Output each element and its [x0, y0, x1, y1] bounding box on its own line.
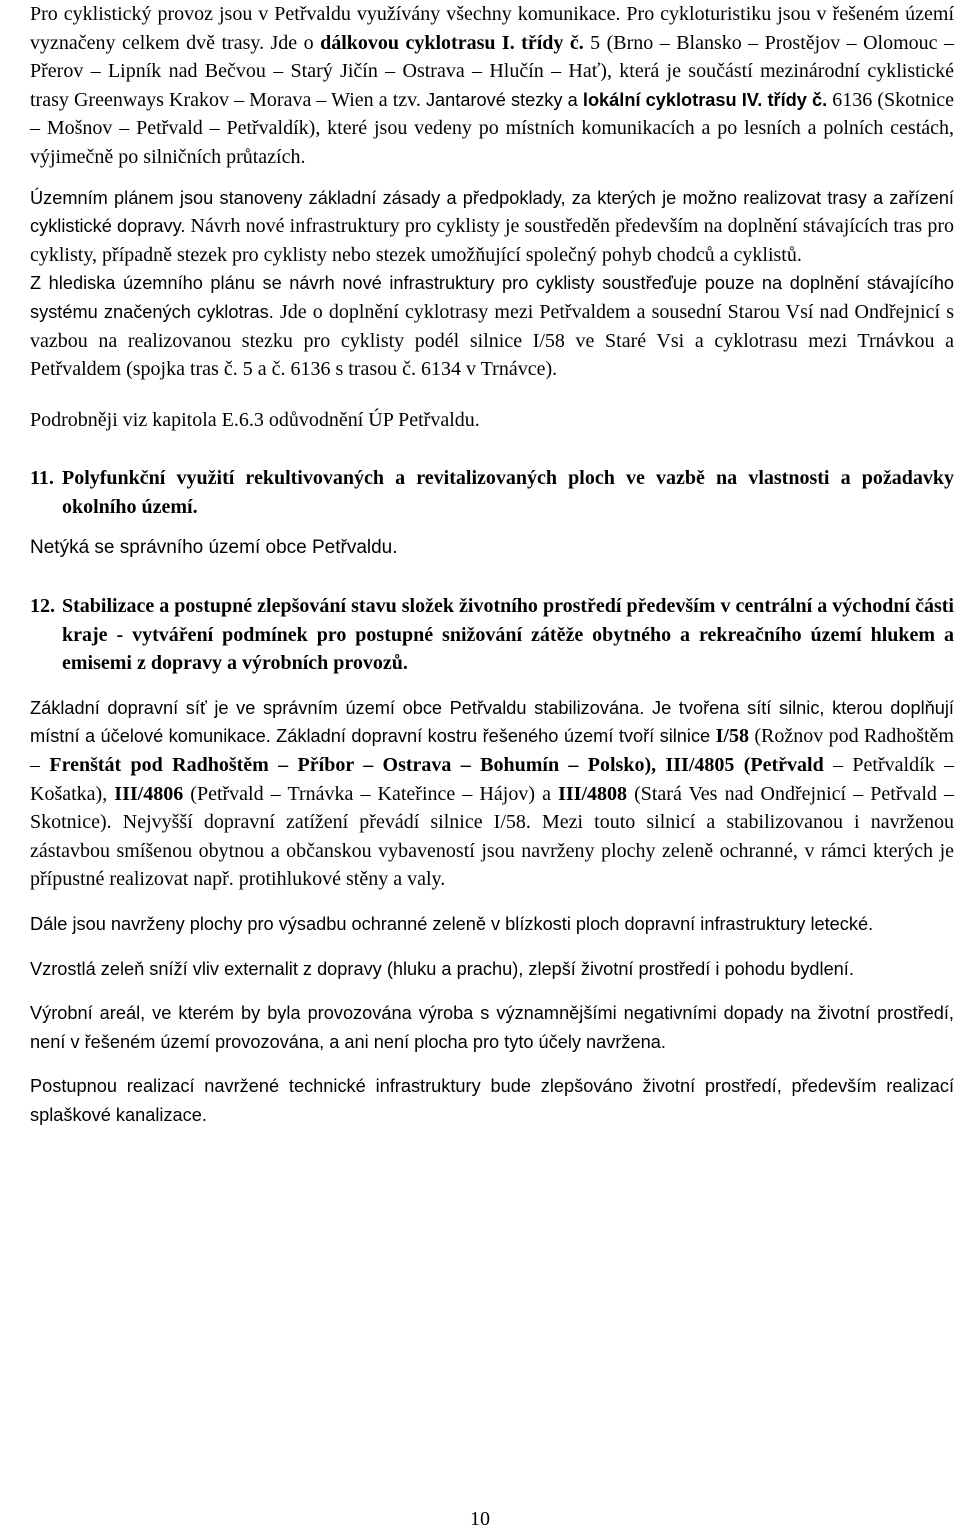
text-run: 5 (Brno – Blansko – Prostějov – Olomouc – Přerov – Lipník nad Bečvou – Starý Jičín – Ostrava – Hlučín – Hať), která je součástí mezinárodní cyklistické trasy Greenways Krakov – Morava – Wien a tzv. — [30, 31, 954, 111]
text-run: Z hlediska územního plánu se návrh nové infrastruktury pro cyklisty soustřeďuje pouze na doplnění stávajícího systému značených cyklotras. — [30, 273, 954, 322]
transport-paragraph — [30, 694, 954, 894]
document-page — [30, 0, 954, 1130]
industry-paragraph: Výrobní areál, ve kterém by byla provozována výroba s významnějšími negativními dopady na životní prostředí, není v řešeném území provozována, a ani není plocha pro tyto účely navržena. — [30, 1003, 954, 1052]
greenery-paragraph: Dále jsou navrženy plochy pro výsadbu ochranné zeleně v blízkosti ploch dopravní infrastruktury letecké. — [30, 914, 874, 935]
cycling-paragraph — [30, 0, 954, 172]
section-number: 12. — [30, 595, 55, 618]
bold-run: III/4808 — [558, 782, 627, 805]
section-number: 11. — [30, 467, 54, 490]
principles-paragraph — [30, 184, 954, 270]
bold-run: III/4806 — [114, 782, 184, 805]
infrastructure-paragraph: Postupnou realizací navržené technické infrastruktury bude zlepšováno životní prostředí, především realizací splaškové kanalizace. — [30, 1076, 954, 1125]
text-run: – Petřvaldík – Košatka), — [30, 754, 954, 805]
text-run: (Rožnov pod Radhoštěm – — [30, 725, 954, 777]
text-run: Základní dopravní síť je ve správním území obce Petřvaldu stabilizována. Je tvořena sítí silnic, kterou doplňují místní a účelové komunikace. Základní dopravní kostru řešeného území tvoří silnice — [30, 697, 954, 747]
bold-run: lokální cyklotrasu IV. třídy č. — [582, 89, 828, 110]
text-run: (Stará Ves nad Ondřejnicí – Petřvald – Skotnice). Nejvyšší dopravní zatížení převádí silnice I/58. Mezi touto silnicí a stabilizovanou i navrženou zástavbou smíšenou obytnou a občanskou vybaveností jsou navrženy plochy zeleně ochranné, v rámci kterých je přípustné realizovat např. protihlukové stěny a valy. — [30, 782, 955, 891]
section-title: Stabilizace a postupné zlepšování stavu složek životního prostředí především v centrální a východní části kraje - vytváření podmínek pro postupné snižování zátěže obytného a rekreačního území hlukem a emisemi z dopravy a výrobních provozů. — [62, 595, 954, 675]
section-11-text: Netýká se správního území obce Petřvaldu. — [30, 536, 398, 558]
reference-paragraph: Podrobněji viz kapitola E.6.3 odůvodnění ÚP Petřvaldu. — [30, 408, 480, 431]
section-11-heading — [30, 464, 954, 521]
section-12-heading — [30, 592, 954, 678]
text-run: Návrh nové infrastruktury pro cyklisty je soustředěn především na doplnění stávajících tras pro cyklisty, případně stezek pro cyklisty nebo stezek umožňující společný pohyb chodců a cyklistů. — [30, 215, 954, 266]
plan-paragraph — [30, 269, 954, 383]
text-run: 6136 (Skotnice – Mošnov – Petřvald – Petřvaldík), které jsou vedeny po místních komunikacích a po lesních a polních cestách, výjimečně po silničních průtazích. — [30, 88, 955, 168]
bold-run: dálkovou cyklotrasu I. třídy č. — [320, 31, 584, 54]
bold-run: Frenštát pod Radhoštěm – Příbor – Ostrava – Bohumín – Polsko), III/4805 (Petřvald — [49, 754, 824, 777]
section-title: Polyfunkční využití rekultivovaných a revitalizovaných ploch ve vazbě na vlastnosti a požadavky okolního území. — [62, 467, 954, 518]
bold-run: I/58 — [715, 725, 749, 748]
text-run: Jantarové stezky a — [425, 89, 583, 110]
page-number: 10 — [470, 1508, 490, 1530]
text-run: Pro cyklistický provoz jsou v Petřvaldu využívány všechny komunikace. Pro cykloturistiku jsou v řešeném území vyznačeny celkem dvě trasy. Jde o — [30, 3, 954, 54]
externalities-paragraph: Vzrostlá zeleň sníží vliv externalit z dopravy (hluku a prachu), zlepší životní prostředí i pohodu bydlení. — [30, 958, 854, 979]
text-run: (Petřvald – Trnávka – Kateřince – Hájov) a — [183, 782, 559, 805]
text-run: Územním plánem jsou stanoveny základní zásady a předpoklady, za kterých je možno realizovat trasy a zařízení cyklistické dopravy. — [30, 187, 954, 237]
text-run: Jde o doplnění cyklotrasy mezi Petřvaldem a sousední Starou Vsí nad Ondřejnicí s vazbou na realizovanou stezku pro cyklisty podél silnice I/58 ve Staré Vsi a cyklotrasu mezi Trnávkou a Petřvaldem (spojka tras č. 5 a č. 6136 s trasou č. 6134 v Trnávce). — [30, 300, 954, 381]
